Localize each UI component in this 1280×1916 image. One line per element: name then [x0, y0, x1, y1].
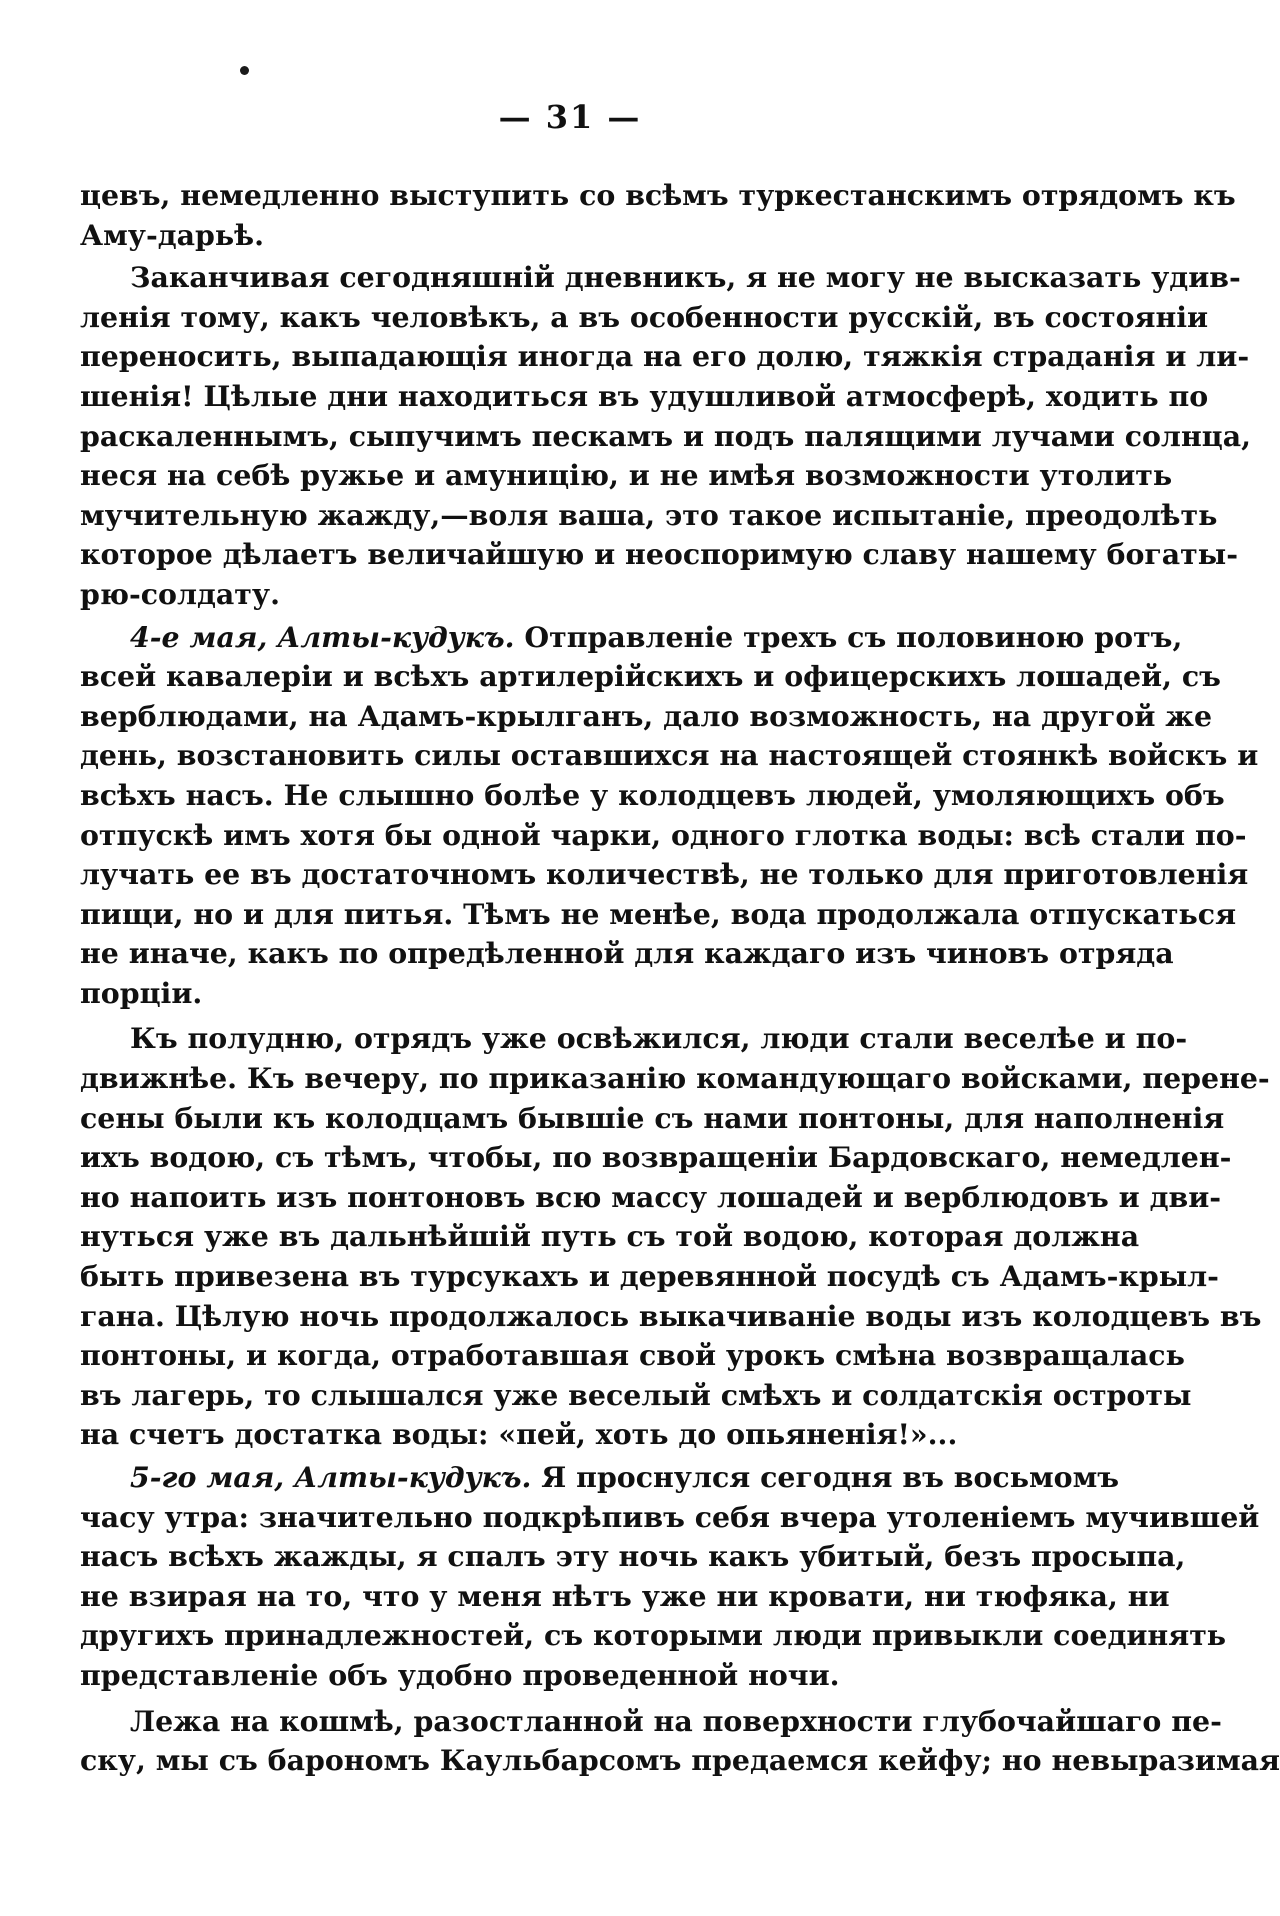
text-line: понтоны, и когда, отработавшая свой урокъ смѣна возвращалась: [80, 1338, 1185, 1373]
entry-date: 4-е мая, Алты-кудукъ.: [130, 619, 515, 654]
ink-speck: [240, 66, 249, 75]
text-line: отпускѣ имъ хотя бы одной чарки, одного глотка воды: всѣ стали по-: [80, 817, 1247, 852]
page-text: [80, 176, 1280, 1781]
text-line: другихъ принадлежностей, съ которыми люди привыкли соединять: [80, 1618, 1227, 1653]
entry-text: Отправленіе трехъ съ половиною ротъ,: [524, 619, 1183, 654]
text-line: но напоить изъ понтоновъ всю массу лошадей и верблюдовъ и дви-: [80, 1179, 1222, 1214]
text-line: порціи.: [80, 975, 203, 1010]
text-line: пищи, но и для питья. Тѣмъ не менѣе, вода продолжала отпускаться: [80, 896, 1237, 931]
entry-date: 5-го мая, Алты-кудукъ.: [130, 1460, 532, 1494]
text-line: нуться уже въ дальнѣйшій путь съ той водою, которая должна: [80, 1219, 1140, 1254]
text-line: сены были къ колодцамъ бывшіе съ нами понтоны, для наполненія: [80, 1100, 1225, 1135]
text-line: цевъ, немедленно выступить со всѣмъ туркестанскимъ отрядомъ къ: [80, 178, 1236, 212]
paragraph-1: [80, 176, 1236, 255]
text-line: [80, 618, 1183, 658]
text-line: [80, 1458, 1120, 1498]
paragraph-6: [80, 1702, 1280, 1781]
text-line: быть привезена въ турсукахъ и деревянной посудѣ съ Адамъ-крыл-: [80, 1259, 1219, 1294]
text-line: мучительную жажду,—воля ваша, это такое испытаніе, преодолѣть: [80, 497, 1218, 532]
diary-entry-may-5: [80, 1458, 1260, 1696]
text-line: верблюдами, на Адамъ-крылганъ, дало возможность, на другой же: [80, 698, 1213, 733]
text-line: Заканчивая сегодняшній дневникъ, я не могу не высказать удив-: [130, 260, 1241, 295]
text-line: въ лагерь, то слышался уже веселый смѣхъ и солдатскія остроты: [80, 1377, 1192, 1412]
text-line: представленіе объ удобно проведенной ночи.: [80, 1657, 840, 1692]
text-line: Аму-дарьѣ.: [80, 217, 265, 252]
text-line: рю-солдату.: [80, 576, 280, 611]
text-line: раскаленнымъ, сыпучимъ пескамъ и подъ палящими лучами солнца,: [80, 418, 1251, 453]
text-line: не взирая на то, что у меня нѣтъ уже ни кровати, ни тюфяка, ни: [80, 1578, 1170, 1613]
text-line: всей кавалеріи и всѣхъ артилерійскихъ и офицерскихъ лошадей, съ: [80, 659, 1221, 694]
text-line: движнѣе. Къ вечеру, по приказанію командующаго войсками, перенe-: [80, 1061, 1270, 1096]
text-line: шенія! Цѣлые дни находиться въ удушливой атмосферѣ, ходить по: [80, 378, 1209, 413]
text-line: на счетъ достатка воды: «пей, хоть до опьяненія!»...: [80, 1417, 958, 1452]
text-line: день, возстановить силы оставшихся на настоящей стоянкѣ войскъ и: [80, 738, 1259, 773]
text-line: ску, мы съ барономъ Каульбарсомъ предаемся кейфу; но невыразимая: [80, 1743, 1280, 1778]
paragraph-4: [80, 1019, 1270, 1455]
text-line: насъ всѣхъ жажды, я спалъ эту ночь какъ убитый, безъ просыпа,: [80, 1539, 1186, 1574]
text-line: всѣхъ насъ. Не слышно болѣе у колодцевъ людей, умоляющихъ объ: [80, 777, 1225, 812]
entry-text: Я проснулся сегодня въ восьмомъ: [541, 1460, 1120, 1494]
text-line: переносить, выпадающія иногда на его долю, тяжкія страданія и ли-: [80, 339, 1250, 374]
text-line: часу утра: значительно подкрѣпивъ себя вчера утоленіемъ мучившей: [80, 1499, 1260, 1534]
paragraph-2: [80, 258, 1251, 614]
text-line: ленія тому, какъ человѣкъ, а въ особенности русскій, въ состояніи: [80, 299, 1209, 334]
text-line: которое дѣлаетъ величайшую и неоспоримую славу нашему богаты-: [80, 537, 1239, 572]
text-line: Лежа на кошмѣ, разостланной на поверхности глубочайшаго пе-: [130, 1703, 1222, 1738]
text-line: лучать ее въ достаточномъ количествѣ, не только для приготовленія: [80, 857, 1249, 892]
text-line: ихъ водою, съ тѣмъ, чтобы, по возвращеніи Бардовскаго, немедлен-: [80, 1140, 1232, 1175]
text-line: неся на себѣ ружье и амуницію, и не имѣя возможности утолить: [80, 458, 1173, 493]
text-line: гана. Цѣлую ночь продолжалось выкачиваніе воды изъ колодцевъ въ: [80, 1298, 1262, 1333]
text-line: Къ полудню, отрядъ уже освѣжился, люди стали веселѣе и по-: [130, 1021, 1188, 1056]
text-line: не иначе, какъ по опредѣленной для каждаго изъ чиновъ отряда: [80, 936, 1174, 971]
page-number: — 31 —: [498, 98, 642, 136]
diary-entry-may-4: [80, 618, 1259, 1014]
